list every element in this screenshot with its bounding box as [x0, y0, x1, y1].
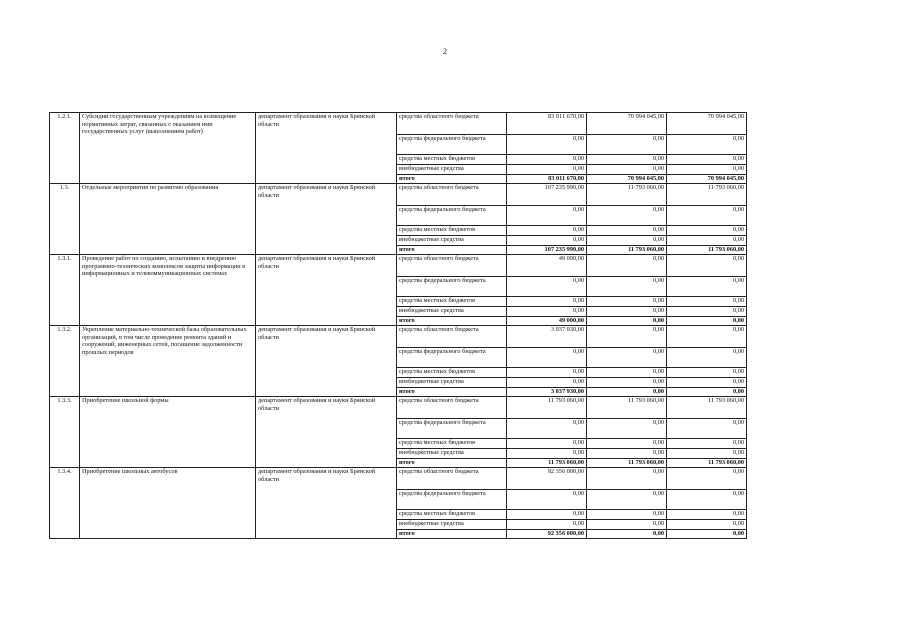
item-name: Укрепление материально-технической базы образовательных организаций, в том числе проведение ремонта зданий и сооружений, инженерных сетей, погашение задолженности прошлых периодов: [80, 326, 256, 397]
item-number: 1.2.1.: [50, 113, 80, 184]
item-name: Субсидии государственным учреждениям на возмещение нормативных затрат, связанных с оказанием ими государственных услуг (выполнением работ): [80, 113, 256, 184]
amount-col-3: 0,00: [667, 510, 747, 520]
table-row: [50, 397, 747, 419]
funding-source: внебюджетные средства: [397, 449, 507, 459]
item-number: 1.3.2.: [50, 326, 80, 397]
amount-col-2: 0,00: [587, 317, 667, 326]
amount-col-3: 0,00: [667, 226, 747, 236]
budget-table: [49, 112, 747, 539]
amount-col-1: 11 793 060,00: [507, 459, 587, 468]
amount-col-1: 92 356 000,00: [507, 468, 587, 490]
amount-col-1: 11 793 060,00: [507, 397, 587, 419]
amount-col-1: 0,00: [507, 368, 587, 378]
funding-source: итого: [397, 530, 507, 539]
amount-col-2: 0,00: [587, 206, 667, 226]
funding-source: итого: [397, 388, 507, 397]
funding-source: средства областного бюджета: [397, 326, 507, 348]
amount-col-3: 0,00: [667, 255, 747, 277]
amount-col-2: 0,00: [587, 236, 667, 246]
amount-col-2: 0,00: [587, 155, 667, 165]
funding-source: средства областного бюджета: [397, 113, 507, 135]
amount-col-2: 0,00: [587, 490, 667, 510]
amount-col-3: 0,00: [667, 419, 747, 439]
amount-col-2: 0,00: [587, 419, 667, 439]
item-name: Приобретение школьных автобусов: [80, 468, 256, 539]
table-row: [50, 468, 747, 490]
amount-col-3: 0,00: [667, 326, 747, 348]
item-name: Проведение работ по созданию, испытанию и внедрению программно-технических комплексов защиты информации в информационных и телекоммуникационных системах: [80, 255, 256, 326]
amount-col-3: 0,00: [667, 307, 747, 317]
amount-col-3: 0,00: [667, 206, 747, 226]
amount-col-1: 0,00: [507, 236, 587, 246]
funding-source: средства областного бюджета: [397, 397, 507, 419]
amount-col-2: 0,00: [587, 378, 667, 388]
amount-col-2: 0,00: [587, 530, 667, 539]
amount-col-2: 0,00: [587, 326, 667, 348]
amount-col-1: 0,00: [507, 307, 587, 317]
funding-source: средства областного бюджета: [397, 468, 507, 490]
amount-col-2: 0,00: [587, 226, 667, 236]
funding-source: средства федерального бюджета: [397, 348, 507, 368]
funding-source: итого: [397, 246, 507, 255]
item-executor: департамент образования и науки Брянской области: [256, 397, 397, 468]
item-number: 1.3.1.: [50, 255, 80, 326]
amount-col-2: 0,00: [587, 439, 667, 449]
funding-source: средства местных бюджетов: [397, 226, 507, 236]
amount-col-2: 0,00: [587, 510, 667, 520]
amount-col-1: 0,00: [507, 510, 587, 520]
funding-source: внебюджетные средства: [397, 307, 507, 317]
amount-col-2: 0,00: [587, 255, 667, 277]
amount-col-3: 11 793 060,00: [667, 459, 747, 468]
amount-col-3: 0,00: [667, 236, 747, 246]
item-number: 1.3.3.: [50, 397, 80, 468]
funding-source: внебюджетные средства: [397, 165, 507, 175]
funding-source: внебюджетные средства: [397, 236, 507, 246]
amount-col-2: 0,00: [587, 368, 667, 378]
amount-col-1: 3 037 930,00: [507, 388, 587, 397]
amount-col-2: 0,00: [587, 388, 667, 397]
amount-col-2: 0,00: [587, 348, 667, 368]
amount-col-1: 0,00: [507, 206, 587, 226]
amount-col-3: 0,00: [667, 468, 747, 490]
funding-source: средства местных бюджетов: [397, 510, 507, 520]
funding-source: внебюджетные средства: [397, 520, 507, 530]
amount-col-3: 0,00: [667, 449, 747, 459]
amount-col-3: 0,00: [667, 530, 747, 539]
amount-col-3: 0,00: [667, 135, 747, 155]
funding-source: средства федерального бюджета: [397, 277, 507, 297]
funding-source: средства областного бюджета: [397, 255, 507, 277]
amount-col-2: 11 793 060,00: [587, 397, 667, 419]
funding-source: средства федерального бюджета: [397, 206, 507, 226]
funding-source: средства федерального бюджета: [397, 135, 507, 155]
item-executor: департамент образования и науки Брянской области: [256, 326, 397, 397]
amount-col-2: 11 793 060,00: [587, 246, 667, 255]
amount-col-2: 70 994 045,00: [587, 175, 667, 184]
amount-col-2: 0,00: [587, 277, 667, 297]
table-row: [50, 326, 747, 348]
amount-col-3: 11 793 060,00: [667, 397, 747, 419]
item-executor: департамент образования и науки Брянской области: [256, 184, 397, 255]
page-number: 2: [443, 47, 447, 56]
amount-col-1: 0,00: [507, 135, 587, 155]
funding-source: средства местных бюджетов: [397, 155, 507, 165]
amount-col-3: 0,00: [667, 297, 747, 307]
amount-col-2: 0,00: [587, 468, 667, 490]
table-row: [50, 184, 747, 206]
amount-col-2: 11 793 060,00: [587, 184, 667, 206]
amount-col-3: 0,00: [667, 490, 747, 510]
funding-source: внебюджетные средства: [397, 378, 507, 388]
amount-col-1: 0,00: [507, 419, 587, 439]
funding-source: средства местных бюджетов: [397, 368, 507, 378]
amount-col-2: 11 793 060,00: [587, 459, 667, 468]
funding-source: средства местных бюджетов: [397, 297, 507, 307]
amount-col-3: 0,00: [667, 155, 747, 165]
amount-col-3: 0,00: [667, 439, 747, 449]
item-executor: департамент образования и науки Брянской области: [256, 113, 397, 184]
amount-col-3: 11 793 060,00: [667, 184, 747, 206]
amount-col-1: 0,00: [507, 439, 587, 449]
amount-col-1: 83 011 670,00: [507, 175, 587, 184]
amount-col-3: 0,00: [667, 348, 747, 368]
amount-col-2: 0,00: [587, 449, 667, 459]
amount-col-2: 70 994 045,00: [587, 113, 667, 135]
funding-source: итого: [397, 317, 507, 326]
amount-col-2: 0,00: [587, 135, 667, 155]
amount-col-1: 0,00: [507, 378, 587, 388]
amount-col-3: 0,00: [667, 368, 747, 378]
amount-col-1: 0,00: [507, 348, 587, 368]
amount-col-3: 0,00: [667, 165, 747, 175]
amount-col-1: 3 037 930,00: [507, 326, 587, 348]
amount-col-2: 0,00: [587, 297, 667, 307]
amount-col-2: 0,00: [587, 520, 667, 530]
amount-col-3: 0,00: [667, 388, 747, 397]
amount-col-3: 11 793 060,00: [667, 246, 747, 255]
amount-col-1: 0,00: [507, 277, 587, 297]
amount-col-1: 0,00: [507, 297, 587, 307]
amount-col-1: 92 356 000,00: [507, 530, 587, 539]
amount-col-1: 0,00: [507, 449, 587, 459]
amount-col-3: 0,00: [667, 378, 747, 388]
funding-source: итого: [397, 175, 507, 184]
amount-col-3: 70 994 045,00: [667, 175, 747, 184]
item-executor: департамент образования и науки Брянской области: [256, 468, 397, 539]
funding-source: средства федерального бюджета: [397, 419, 507, 439]
table-row: [50, 255, 747, 277]
amount-col-1: 0,00: [507, 155, 587, 165]
amount-col-1: 0,00: [507, 520, 587, 530]
amount-col-1: 0,00: [507, 490, 587, 510]
amount-col-3: 0,00: [667, 277, 747, 297]
amount-col-1: 49 000,00: [507, 317, 587, 326]
item-executor: департамент образования и науки Брянской области: [256, 255, 397, 326]
amount-col-1: 0,00: [507, 165, 587, 175]
amount-col-2: 0,00: [587, 307, 667, 317]
amount-col-1: 83 011 670,00: [507, 113, 587, 135]
table-row: [50, 113, 747, 135]
item-number: 1.3.: [50, 184, 80, 255]
funding-source: средства областного бюджета: [397, 184, 507, 206]
amount-col-3: 0,00: [667, 520, 747, 530]
item-name: Отдельные мероприятия по развитию образования: [80, 184, 256, 255]
item-number: 1.3.4.: [50, 468, 80, 539]
funding-source: средства федерального бюджета: [397, 490, 507, 510]
amount-col-2: 0,00: [587, 165, 667, 175]
item-name: Приобретение школьной формы: [80, 397, 256, 468]
amount-col-1: 107 235 990,00: [507, 184, 587, 206]
amount-col-3: 0,00: [667, 317, 747, 326]
amount-col-1: 107 235 990,00: [507, 246, 587, 255]
funding-source: итого: [397, 459, 507, 468]
funding-source: средства местных бюджетов: [397, 439, 507, 449]
amount-col-3: 70 994 045,00: [667, 113, 747, 135]
amount-col-1: 49 000,00: [507, 255, 587, 277]
amount-col-1: 0,00: [507, 226, 587, 236]
